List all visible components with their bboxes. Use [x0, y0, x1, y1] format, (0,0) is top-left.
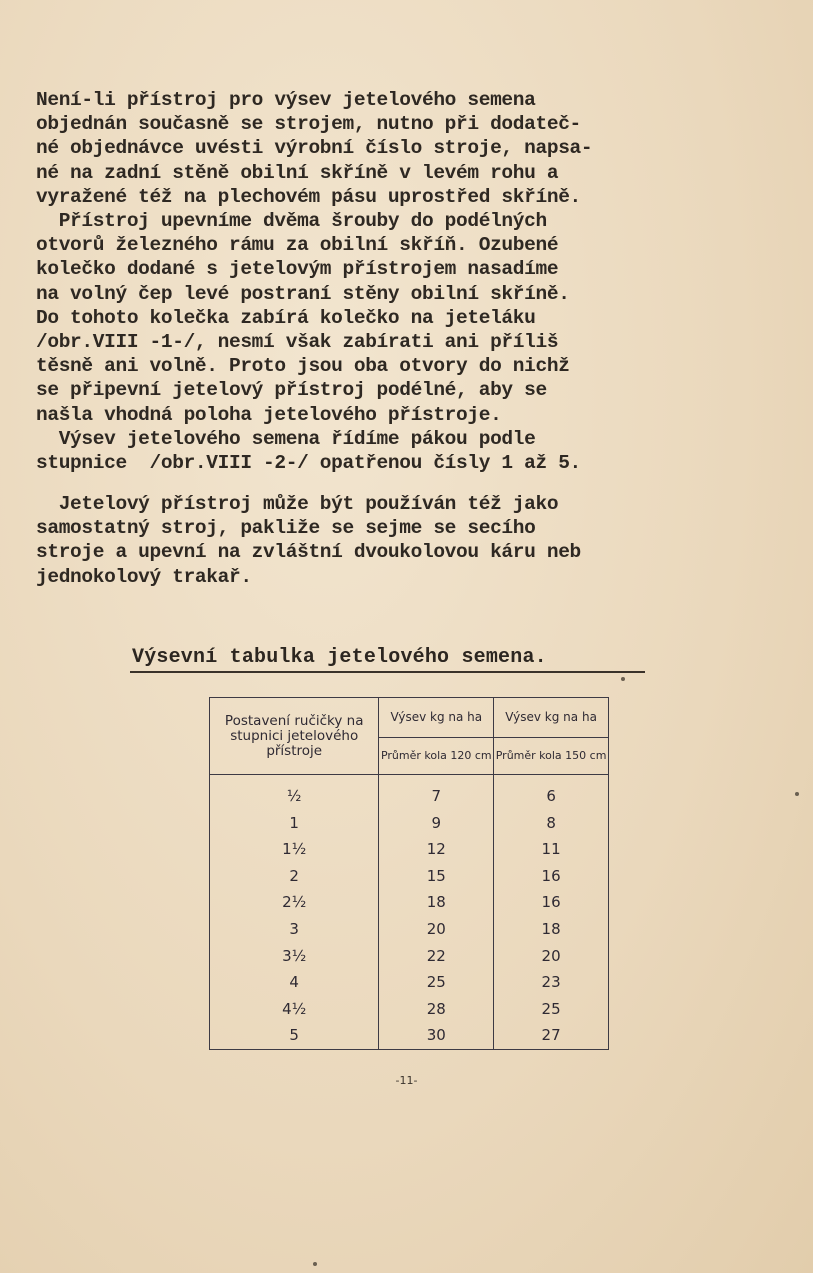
rate-150-cell: 23	[494, 969, 609, 996]
rate-120-cell: 18	[379, 889, 494, 916]
text-line: vyražené též na plechovém pásu uprostřed skříně.	[36, 185, 581, 208]
rate-150-cell: 8	[494, 810, 609, 837]
position-value-cell: 1½	[210, 836, 379, 863]
text-line: stroje a upevní na zvláštní dvoukolovou káru neb	[36, 541, 581, 564]
position-value-cell: 3½	[210, 943, 379, 970]
rate-120-cell: 20	[379, 916, 494, 943]
text-line: /obr.VIII -1-/, nesmí však zabírati ani příliš	[36, 331, 559, 354]
text-line: Do tohoto kolečka zabírá kolečko na jeteláku	[36, 306, 536, 329]
position-value-cell: 4½	[210, 996, 379, 1023]
header-position: Postavení ručičky na stupnici jetelového přístroje	[210, 698, 379, 775]
position-value-cell: 2½	[210, 889, 379, 916]
rate-150-cell: 20	[494, 943, 609, 970]
rate-150-cell: 16	[494, 889, 609, 916]
table-row	[210, 916, 609, 943]
rate-150-cell: 16	[494, 863, 609, 890]
text-line: Jetelový přístroj může být používán též jako	[36, 493, 559, 515]
text-line: těsně ani volně. Proto jsou oba otvory do nichž	[36, 355, 570, 378]
paper-speck	[795, 792, 799, 796]
header-vysev-150: Výsev kg na ha	[494, 698, 609, 738]
text-line: našla vhodná poloha jetelového přístroje.	[36, 403, 502, 426]
text-line: né objednávce uvésti výrobní číslo stroje, napsa-	[36, 137, 593, 160]
rate-150-cell: 11	[494, 836, 609, 863]
rate-120-cell: 22	[379, 943, 494, 970]
text-line: jednokolový trakař.	[36, 565, 252, 588]
position-value-cell: 3	[210, 916, 379, 943]
text-line: né na zadní stěně obilní skříně v levém rohu a	[36, 161, 559, 184]
table-title: Výsevní tabulka jetelového semena.	[132, 646, 547, 669]
table-row	[210, 996, 609, 1023]
text-line: samostatný stroj, pakliže se sejme se secího	[36, 517, 536, 540]
table-row	[210, 969, 609, 996]
text-line: stupnice /obr.VIII -2-/ opatřenou čísly 1 až 5.	[36, 452, 581, 475]
position-value-cell: 5	[210, 1022, 379, 1049]
table-row	[210, 836, 609, 863]
position-value-cell: 4	[210, 969, 379, 996]
rate-120-cell: 12	[379, 836, 494, 863]
text-line: Výsev jetelového semena řídíme pákou podle	[36, 427, 536, 450]
paragraph-2	[36, 492, 776, 589]
text-line: Není-li přístroj pro výsev jetelového semena	[36, 89, 536, 111]
page-number: -11-	[395, 1074, 418, 1087]
rate-120-cell: 15	[379, 863, 494, 890]
rate-150-cell: 27	[494, 1022, 609, 1049]
rate-120-cell: 9	[379, 810, 494, 837]
rate-120-cell: 30	[379, 1022, 494, 1049]
position-value-cell: 1	[210, 810, 379, 837]
text-line: otvorů železného rámu za obilní skříň. Ozubené	[36, 234, 559, 257]
table-row	[210, 863, 609, 890]
paragraph-1	[36, 88, 776, 475]
table-row	[210, 1022, 609, 1049]
table-row	[210, 775, 609, 810]
rate-150-cell: 6	[494, 775, 609, 810]
position-value-cell: ½	[210, 775, 379, 810]
text-line: na volný čep levé postraní stěny obilní skříně.	[36, 282, 570, 305]
text-line: objednán současně se strojem, nutno při dodateč-	[36, 113, 581, 136]
header-diameter-150: Průměr kola 150 cm	[494, 737, 609, 775]
paper-speck	[313, 1262, 317, 1266]
title-underline	[130, 671, 645, 673]
header-diameter-120: Průměr kola 120 cm	[379, 737, 494, 775]
position-value-cell: 2	[210, 863, 379, 890]
rate-120-cell: 25	[379, 969, 494, 996]
table-row	[210, 810, 609, 837]
text-line: Přístroj upevníme dvěma šrouby do podélných	[36, 210, 547, 233]
rate-150-cell: 25	[494, 996, 609, 1023]
paper-speck	[621, 677, 625, 681]
table-row	[210, 943, 609, 970]
table-row	[210, 889, 609, 916]
text-line: se připevní jetelový přístroj podélné, aby se	[36, 379, 547, 402]
rate-150-cell: 18	[494, 916, 609, 943]
rate-120-cell: 7	[379, 775, 494, 810]
text-line: kolečko dodané s jetelovým přístrojem nasadíme	[36, 258, 559, 281]
header-vysev-120: Výsev kg na ha	[379, 698, 494, 738]
rate-120-cell: 28	[379, 996, 494, 1023]
seeding-table	[209, 697, 609, 1050]
